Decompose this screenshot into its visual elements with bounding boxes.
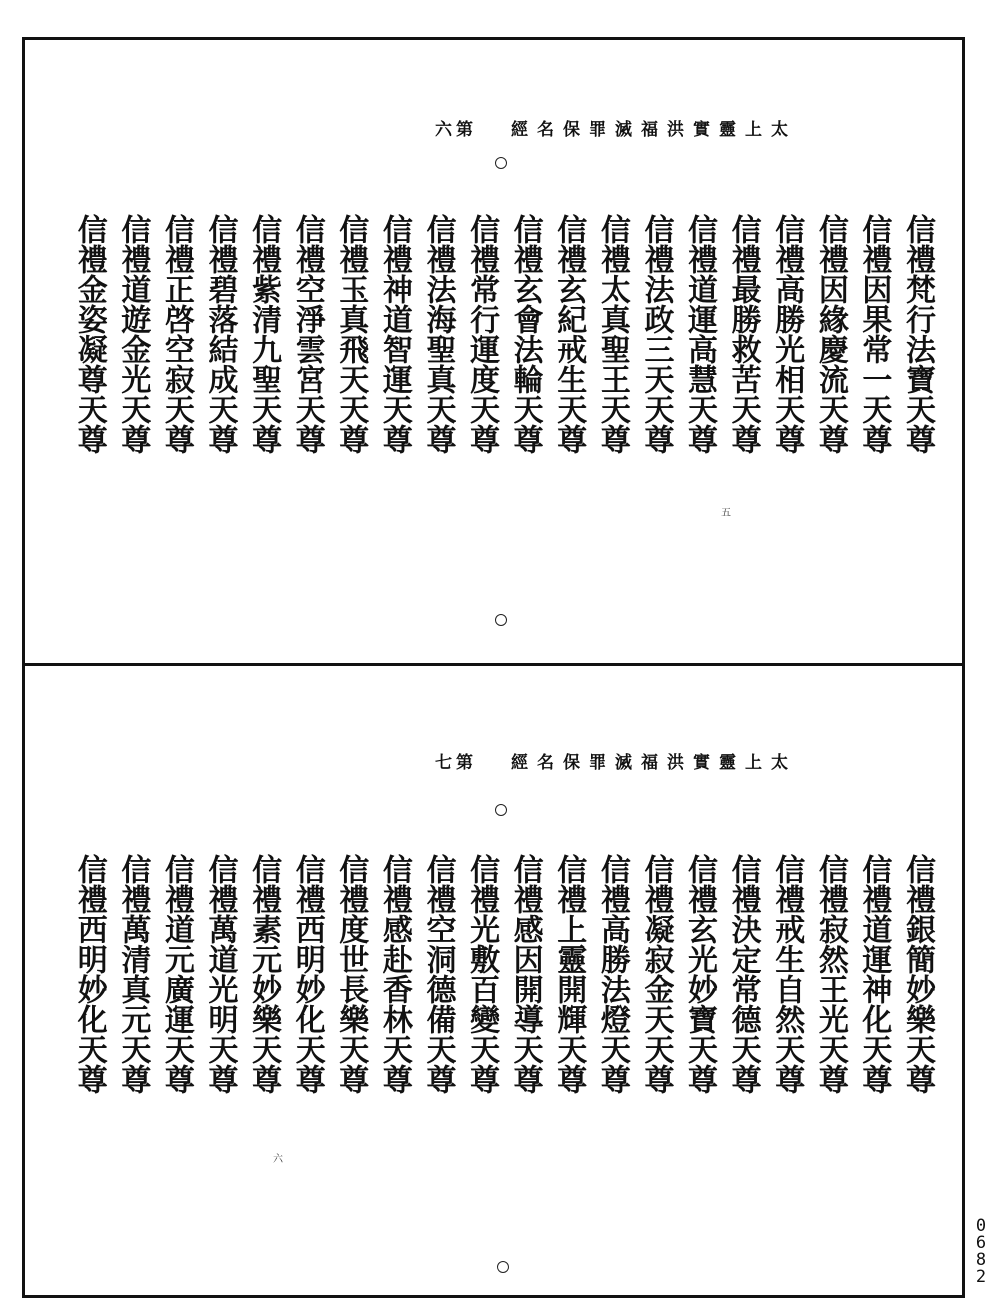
- side-digit: 0: [975, 1216, 987, 1236]
- scripture-column: 信禮空淨雲宮天尊: [289, 214, 325, 454]
- scripture-column: 信禮凝寂金天天尊: [638, 854, 674, 1094]
- scripture-column: 信禮度世長樂天尊: [333, 854, 369, 1094]
- binding-hole-icon: [495, 614, 507, 626]
- scripture-column: 信禮碧落結成天尊: [202, 214, 238, 454]
- scripture-sheet: [22, 37, 965, 1298]
- folio-mark: 六: [273, 1154, 283, 1165]
- side-digit: 2: [975, 1267, 987, 1287]
- side-digit: 8: [975, 1250, 987, 1270]
- scripture-column: 信禮高勝法燈天尊: [594, 854, 630, 1094]
- scripture-column: 信禮玉真飛天天尊: [333, 214, 369, 454]
- bottom-page-columns: [71, 854, 935, 1094]
- binding-hole-icon: [495, 804, 507, 816]
- bottom-page-title: 經名保罪滅福洪實靈上太: [511, 753, 797, 773]
- top-page: [25, 40, 962, 663]
- scripture-column: 信禮因果常一天尊: [856, 214, 892, 454]
- scripture-column: 信禮常行運度天尊: [464, 214, 500, 454]
- scripture-column: 信禮道運神化天尊: [856, 854, 892, 1094]
- scripture-column: 信禮感赴香林天尊: [376, 854, 412, 1094]
- top-page-columns: [71, 214, 935, 454]
- folio-mark: 五: [721, 508, 731, 519]
- scripture-column: 信禮正啓空寂天尊: [158, 214, 194, 454]
- binding-hole-icon: [495, 157, 507, 169]
- bottom-page-header: [435, 748, 835, 773]
- scripture-column: 信禮神道智運天尊: [376, 214, 412, 454]
- scripture-column: 信禮玄紀戒生天尊: [551, 214, 587, 454]
- scripture-column: 信禮高勝光相天尊: [769, 214, 805, 454]
- scripture-column: 信禮決定常德天尊: [725, 854, 761, 1094]
- scripture-column: 信禮法海聖真天尊: [420, 214, 456, 454]
- scripture-column: 信禮梵行法寶天尊: [900, 214, 935, 454]
- top-page-number: 六第: [435, 120, 477, 140]
- binding-hole-icon: [497, 1261, 509, 1273]
- scripture-column: 信禮空洞德備天尊: [420, 854, 456, 1094]
- scripture-column: 信禮素元妙樂天尊: [246, 854, 282, 1094]
- scripture-column: 信禮道運高慧天尊: [682, 214, 718, 454]
- scripture-column: 信禮萬清真元天尊: [115, 854, 151, 1094]
- scripture-column: 信禮紫清九聖天尊: [246, 214, 282, 454]
- side-digit: 6: [975, 1233, 987, 1253]
- scripture-column: 信禮金姿凝尊天尊: [71, 214, 107, 454]
- bottom-page: [25, 666, 962, 1298]
- scripture-column: 信禮法政三天天尊: [638, 214, 674, 454]
- scripture-column: 信禮上靈開輝天尊: [551, 854, 587, 1094]
- scripture-column: 信禮玄會法輪天尊: [507, 214, 543, 454]
- scripture-column: 信禮最勝救苦天尊: [725, 214, 761, 454]
- scripture-column: 信禮戒生自然天尊: [769, 854, 805, 1094]
- scripture-column: 信禮道元廣運天尊: [158, 854, 194, 1094]
- scripture-column: 信禮西明妙化天尊: [289, 854, 325, 1094]
- scripture-column: 信禮寂然王光天尊: [812, 854, 848, 1094]
- scripture-column: 信禮光敷百變天尊: [464, 854, 500, 1094]
- scripture-column: 信禮道遊金光天尊: [115, 214, 151, 454]
- bottom-page-number: 七第: [435, 753, 477, 773]
- side-page-number: [970, 1218, 992, 1286]
- scripture-column: 信禮萬道光明天尊: [202, 854, 238, 1094]
- top-page-title: 經名保罪滅福洪實靈上太: [511, 120, 797, 140]
- scripture-column: 信禮因緣慶流天尊: [812, 214, 848, 454]
- scripture-column: 信禮玄光妙寶天尊: [682, 854, 718, 1094]
- scripture-column: 信禮西明妙化天尊: [71, 854, 107, 1094]
- top-page-header: [435, 115, 835, 140]
- scripture-column: 信禮太真聖王天尊: [594, 214, 630, 454]
- scripture-column: 信禮銀簡妙樂天尊: [900, 854, 935, 1094]
- scripture-column: 信禮感因開導天尊: [507, 854, 543, 1094]
